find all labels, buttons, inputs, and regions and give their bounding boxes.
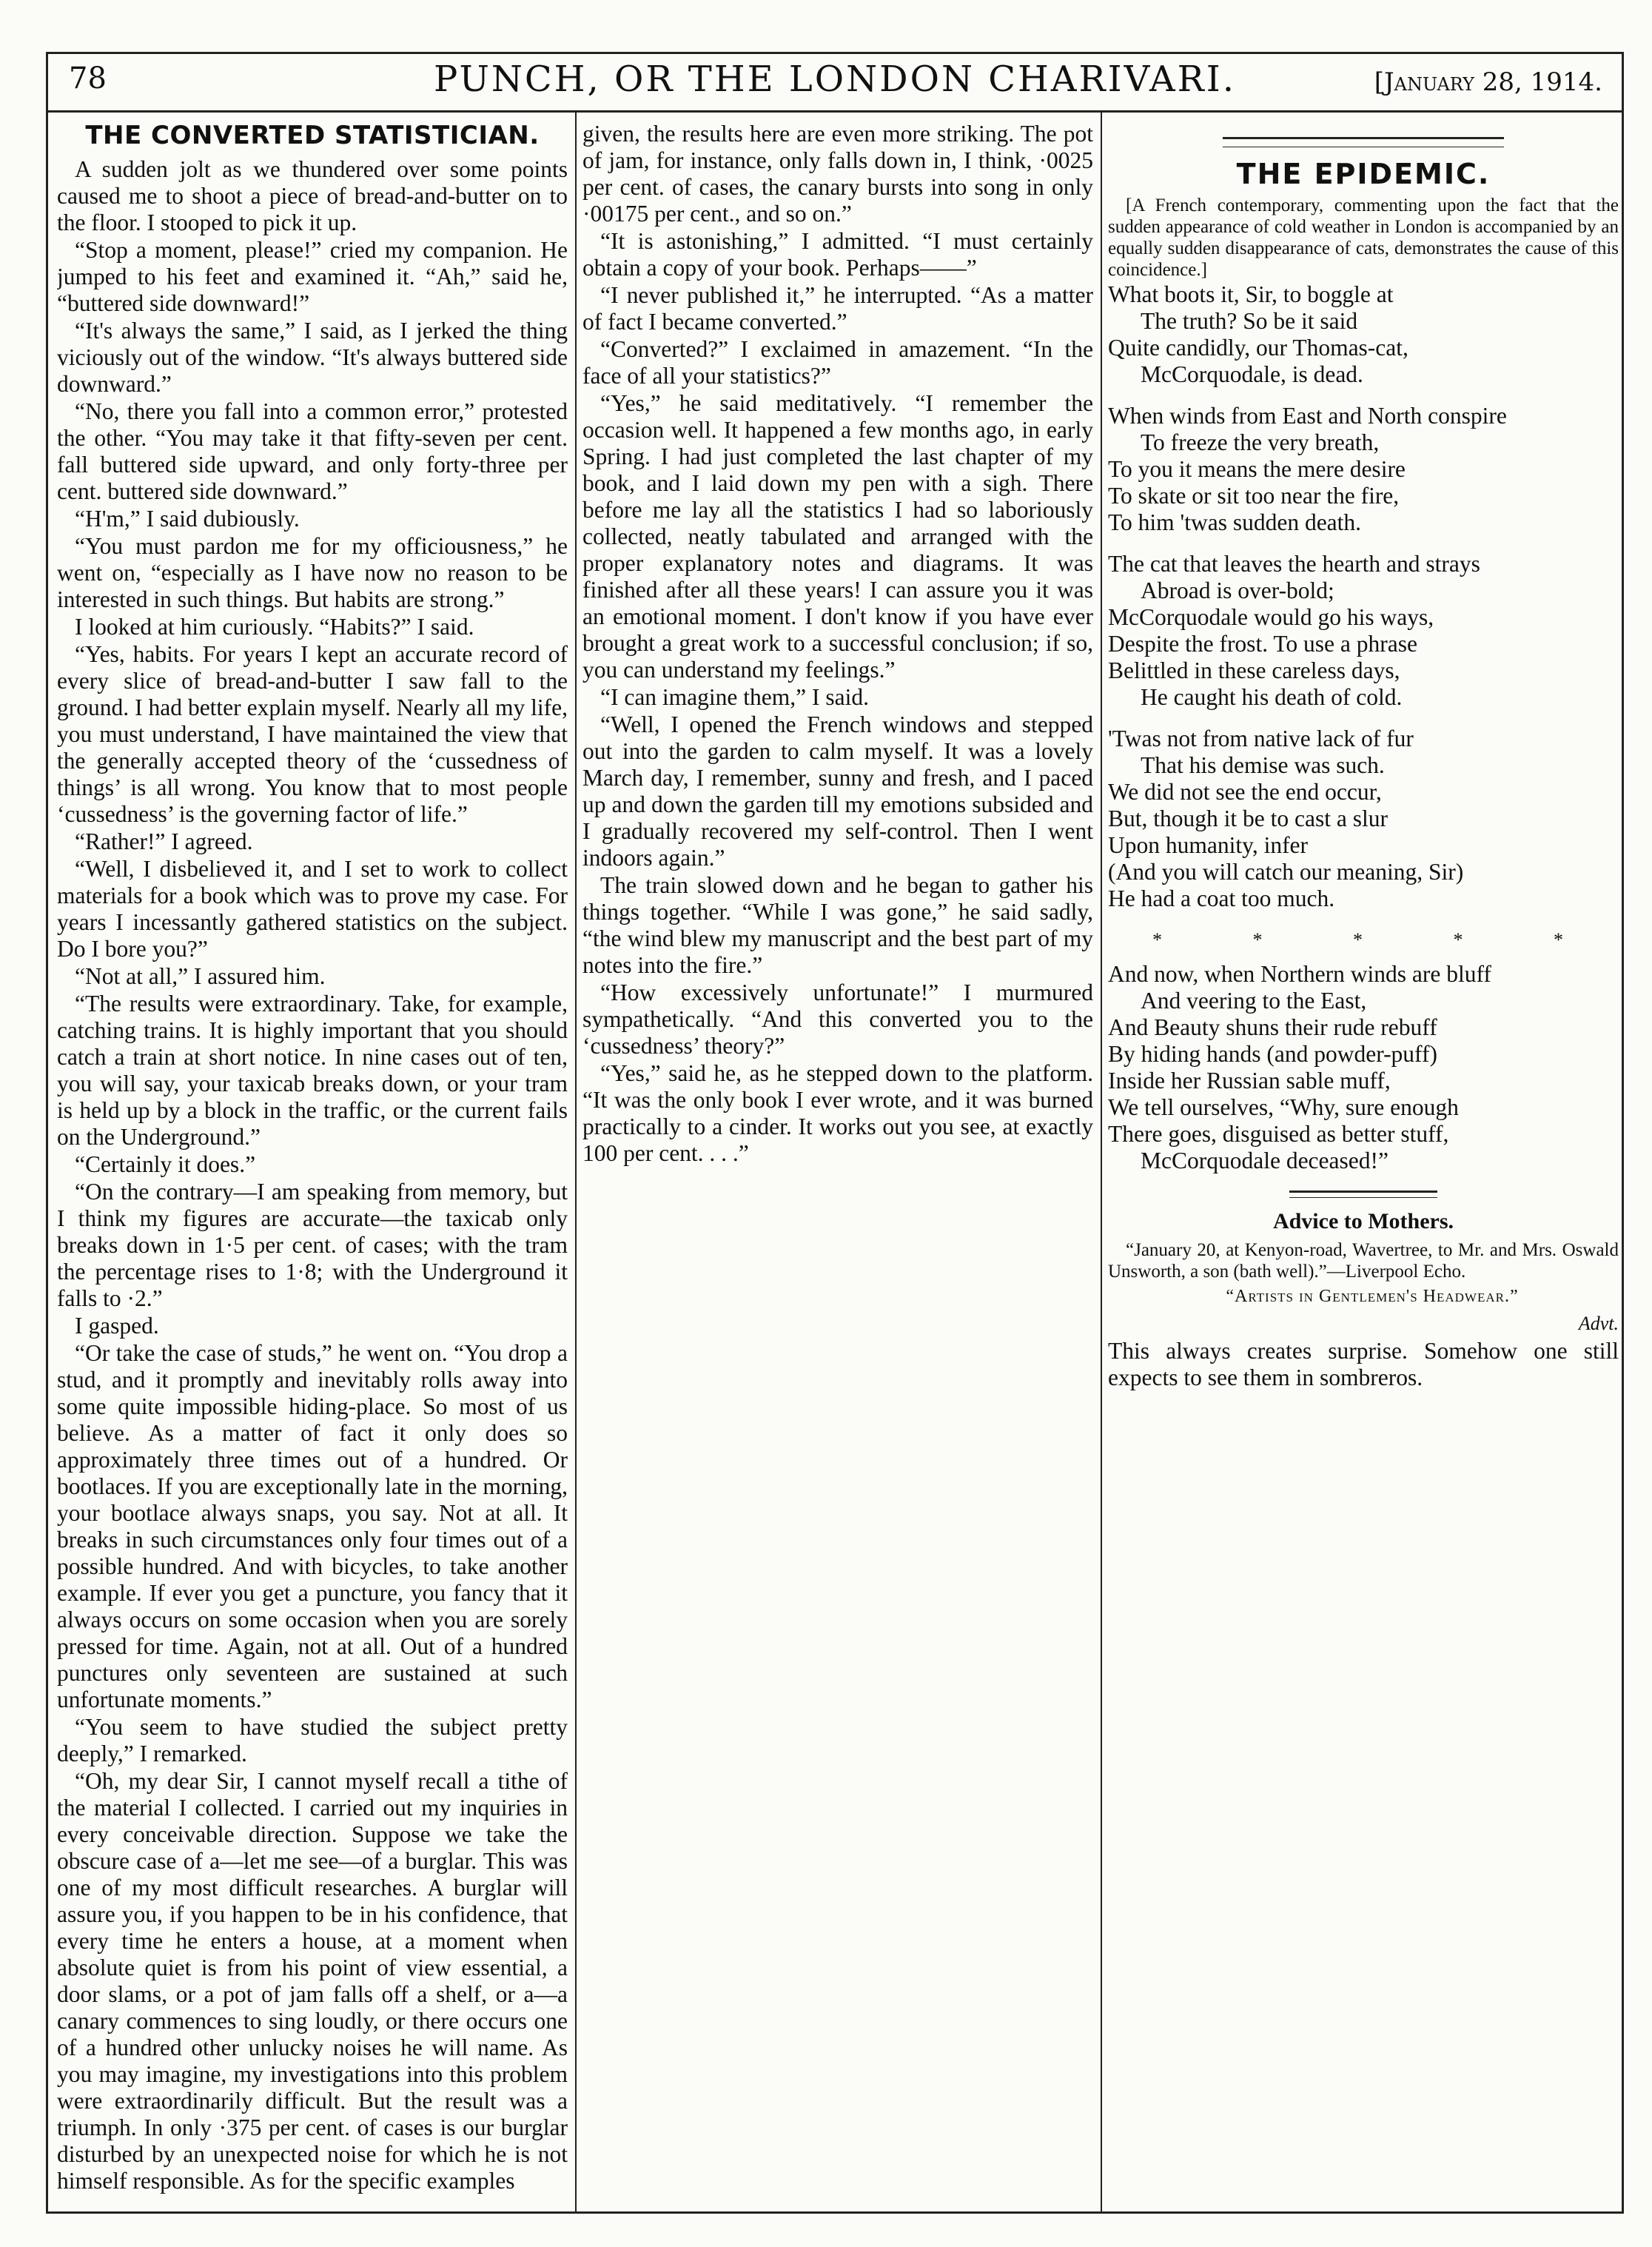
article-paragraph: “How excessively unfortunate!” I murmured sympathetically. “And this converted you to the ‘cussedness’ theory?” bbox=[582, 979, 1093, 1059]
article-paragraph: “Not at all,” I assured him. bbox=[75, 963, 326, 989]
poem-line: And veering to the East, bbox=[1141, 988, 1367, 1014]
poem-note: [A French contemporary, commenting upon the fact that the sudden appearance of cold weather in London is accompanied by an equally sudden disappearance of cats, demonstrates the cause of this coincidence.] bbox=[1108, 195, 1619, 280]
poem-line: To him 'twas sudden death. bbox=[1108, 509, 1362, 535]
advice-quote: “January 20, at Kenyon-road, Wavertree, to Mr. and Mrs. Oswald Unsworth, a son (bath well).”—Liverpool Echo. bbox=[1108, 1240, 1619, 1282]
column-2 bbox=[582, 121, 1093, 2203]
poem-line: McCorquodale, is dead. bbox=[1141, 361, 1363, 387]
column-rule-2 bbox=[1101, 112, 1102, 2211]
article-paragraph: given, the results here are even more striking. The pot of jam, for instance, only falls down in, I think, ·0025 per cent. of cases, the canary bursts into song in only ·00175 per cent., and so on.” bbox=[582, 121, 1093, 227]
article-paragraph: “Certainly it does.” bbox=[75, 1151, 256, 1177]
poem-line: He caught his death of cold. bbox=[1141, 684, 1403, 710]
poem-line: By hiding hands (and powder-puff) bbox=[1108, 1041, 1437, 1067]
article-paragraph: “Or take the case of studs,” he went on. “You drop a stud, and it promptly and inevitably rolls away into some quite impossible hiding-place. So most of us believe. As a matter of fact it only does so approximately three times out of a hundred. Or bootlaces. If you are exceptionally late in the morning, your bootlace always snaps, you say. Not at all. It breaks in such circumstances only four times out of a possible hundred. And with bicycles, to take another example. If ever you get a puncture, you fancy that it always occurs on some occasion when you are sorely pressed for time. Again, not at all. Out of a hundred punctures only seventeen are sustained at such unfortunate moments.” bbox=[57, 1340, 568, 1712]
poem-line: (And you will catch our meaning, Sir) bbox=[1108, 859, 1464, 885]
poem-line: Abroad is over-bold; bbox=[1141, 577, 1334, 603]
poem-stanza bbox=[1108, 281, 1619, 388]
article-paragraph: I gasped. bbox=[75, 1313, 159, 1339]
poem-line: McCorquodale deceased!” bbox=[1141, 1148, 1389, 1173]
article-paragraph: “No, there you fall into a common error,” protested the other. “You may take it that fifty-seven per cent. fall buttered side upward, and only forty-three per cent. buttered side downward.” bbox=[57, 398, 568, 504]
poem-line: And Beauty shuns their rude rebuff bbox=[1108, 1014, 1437, 1040]
poem-line: Inside her Russian sable muff, bbox=[1108, 1068, 1391, 1094]
article-paragraph: “Well, I disbelieved it, and I set to work to collect materials for a book which was to prove my case. For years I incessantly gathered statistics on the subject. Do I bore you?” bbox=[57, 856, 568, 962]
poem-line: When winds from East and North conspire bbox=[1108, 403, 1507, 429]
advice-title: Advice to Mothers. bbox=[1272, 1209, 1454, 1233]
issue-date: [January 28, 1914. bbox=[1374, 67, 1602, 97]
article-paragraph: “Converted?” I exclaimed in amazement. “In the face of all your statistics?” bbox=[582, 336, 1093, 389]
article-paragraph: “Rather!” I agreed. bbox=[75, 828, 253, 854]
advert-tag: Advt. bbox=[1578, 1313, 1619, 1334]
column-3 bbox=[1108, 121, 1619, 2203]
poem-line: What boots it, Sir, to boggle at bbox=[1108, 281, 1394, 307]
poem-line: To you it means the mere desire bbox=[1108, 456, 1406, 482]
poem-line: We tell ourselves, “Why, sure enough bbox=[1108, 1094, 1459, 1120]
poem-line: McCorquodale would go his ways, bbox=[1108, 604, 1434, 630]
article-paragraph: “On the contrary—I am speaking from memory, but I think my figures are accurate—the taxicab only breaks down in 1·5 per cent. of cases; with the tram the percentage rises to 1·8; with the Underground it falls to ·2.” bbox=[57, 1179, 568, 1311]
page-header bbox=[48, 54, 1622, 113]
article-paragraph: “H'm,” I said dubiously. bbox=[75, 506, 300, 532]
article-paragraph: “Yes,” said he, as he stepped down to the platform. “It was the only book I ever wrote, and it was burned practically to a cinder. It works out you see, at exactly 100 per cent. . . .” bbox=[582, 1060, 1093, 1166]
stanza-separator: * * * * * bbox=[1152, 929, 1606, 951]
column-1 bbox=[57, 121, 568, 2203]
article-paragraph: I looked at him curiously. “Habits?” I said. bbox=[75, 614, 474, 640]
article-paragraph: “Stop a moment, please!” cried my companion. He jumped to his feet and examined it. “Ah,” said he, “buttered side downward!” bbox=[57, 237, 568, 316]
poem-stanza bbox=[1108, 961, 1619, 1174]
advert-comment: This always creates surprise. Somehow one still expects to see them in sombreros. bbox=[1108, 1338, 1619, 1390]
poem-title: THE EPIDEMIC. bbox=[1236, 158, 1491, 190]
article-paragraph: “Well, I opened the French windows and stepped out into the garden to calm myself. It was a lovely March day, I remember, sunny and fresh, and I paced up and down the garden till my emotions subsided and I gradually recovered my self-control. Then I went indoors again.” bbox=[582, 711, 1093, 871]
poem-line: The truth? So be it said bbox=[1141, 308, 1358, 334]
article-paragraph: “Oh, my dear Sir, I cannot myself recall a tithe of the material I collected. I carried out my inquiries in every conceivable direction. Suppose we take the obscure case of a—let me see—of a burglar. This was one of my most difficult researches. A burglar will assure you, if you happen to be in his confidence, that every time he enters a house, at a moment when absolute quiet is from his point of view essential, a door slams, or a pot of jam falls off a shelf, or a—a canary commences to sing loudly, or there occurs one of a hundred other unlucky noises he will name. As you may imagine, my investigations into this problem were extraordinarily difficult. But the result was a triumph. In only ·375 per cent. of cases is our burglar disturbed by an unexpected noise for which he is not himself responsible. As for the specific examples bbox=[57, 1768, 568, 2194]
poem-line: To freeze the very breath, bbox=[1141, 429, 1380, 455]
article-paragraph: “It is astonishing,” I admitted. “I must certainly obtain a copy of your book. Perhaps——” bbox=[582, 228, 1093, 281]
article-paragraph: “It's always the same,” I said, as I jerked the thing viciously out of the window. “It's always buttered side downward.” bbox=[57, 318, 568, 397]
section-divider bbox=[1223, 137, 1504, 147]
poem-stanza bbox=[1108, 551, 1619, 711]
page-number: 78 bbox=[69, 61, 107, 96]
article-paragraph: “You must pardon me for my officiousness,” he went on, “especially as I have now no reason to be interested in such things. But habits are strong.” bbox=[57, 533, 568, 612]
article-title: THE CONVERTED STATISTICIAN. bbox=[85, 121, 540, 150]
publication-title: PUNCH, OR THE LONDON CHARIVARI. bbox=[433, 58, 1237, 100]
poem-line: We did not see the end occur, bbox=[1108, 779, 1382, 805]
page bbox=[46, 52, 1624, 2214]
poem-line: Despite the frost. To use a phrase bbox=[1108, 631, 1417, 657]
article-paragraph: “Yes,” he said meditatively. “I remember the occasion well. It happened a few months ago, in early Spring. I had just completed the last chapter of my book, and I laid down my pen with a sigh. There before me lay all the statistics I had so laboriously collected, neatly tabulated and arranged with the proper explanatory notes and diagrams. It was finished after all these years! I can assure you it was an emotional moment. I don't know if you have ever brought a great work to a successful conclusion; if so, you can understand my feelings.” bbox=[582, 390, 1093, 683]
poem-line: 'Twas not from native lack of fur bbox=[1108, 726, 1414, 751]
article-paragraph: “I can imagine them,” I said. bbox=[600, 684, 869, 710]
article-paragraph: “Yes, habits. For years I kept an accurate record of every slice of bread-and-butter I saw fall to the ground. I had better explain myself. Nearly all my life, you must understand, I have maintained the view that the generally accepted theory of the ‘cussedness of things’ is all wrong. You know that to most people ‘cussedness’ is the governing factor of life.” bbox=[57, 641, 568, 827]
column-rule-1 bbox=[575, 112, 577, 2211]
article-paragraph: “The results were extraordinary. Take, for example, catching trains. It is highly important that you should catch a train at short notice. In nine cases out of ten, you will say, your taxicab breaks down, or your tram is held up by a block in the traffic, or the current fails on the Underground.” bbox=[57, 991, 568, 1150]
poem-line: Upon humanity, infer bbox=[1108, 832, 1309, 858]
article-paragraph: A sudden jolt as we thundered over some points caused me to shoot a piece of bread-and-butter on to the floor. I stooped to pick it up. bbox=[57, 156, 568, 235]
poem-line: To skate or sit too near the fire, bbox=[1108, 483, 1400, 509]
article-paragraph: “You seem to have studied the subject pretty deeply,” I remarked. bbox=[57, 1714, 568, 1767]
advert-heading: “Artists in Gentlemen's Headwear.” bbox=[1226, 1287, 1519, 1306]
article-paragraph: The train slowed down and he began to gather his things together. “While I was gone,” he said sadly, “the wind blew my manuscript and the best part of my notes into the fire.” bbox=[582, 872, 1093, 978]
poem-line: There goes, disguised as better stuff, bbox=[1108, 1121, 1449, 1147]
poem-line: The cat that leaves the hearth and strays bbox=[1108, 551, 1480, 577]
poem-line: Quite candidly, our Thomas-cat, bbox=[1108, 335, 1408, 361]
article-paragraph: “I never published it,” he interrupted. “As a matter of fact I became converted.” bbox=[582, 282, 1093, 335]
poem-stanza bbox=[1108, 726, 1619, 912]
poem-stanza bbox=[1108, 403, 1619, 536]
poem-line: That his demise was such. bbox=[1141, 752, 1385, 778]
poem-line: Belittled in these careless days, bbox=[1108, 657, 1400, 683]
poem-line: He had a coat too much. bbox=[1108, 885, 1335, 911]
section-divider-small bbox=[1289, 1191, 1437, 1198]
poem-line: But, though it be to cast a slur bbox=[1108, 806, 1388, 831]
poem-line: And now, when Northern winds are bluff bbox=[1108, 961, 1491, 987]
